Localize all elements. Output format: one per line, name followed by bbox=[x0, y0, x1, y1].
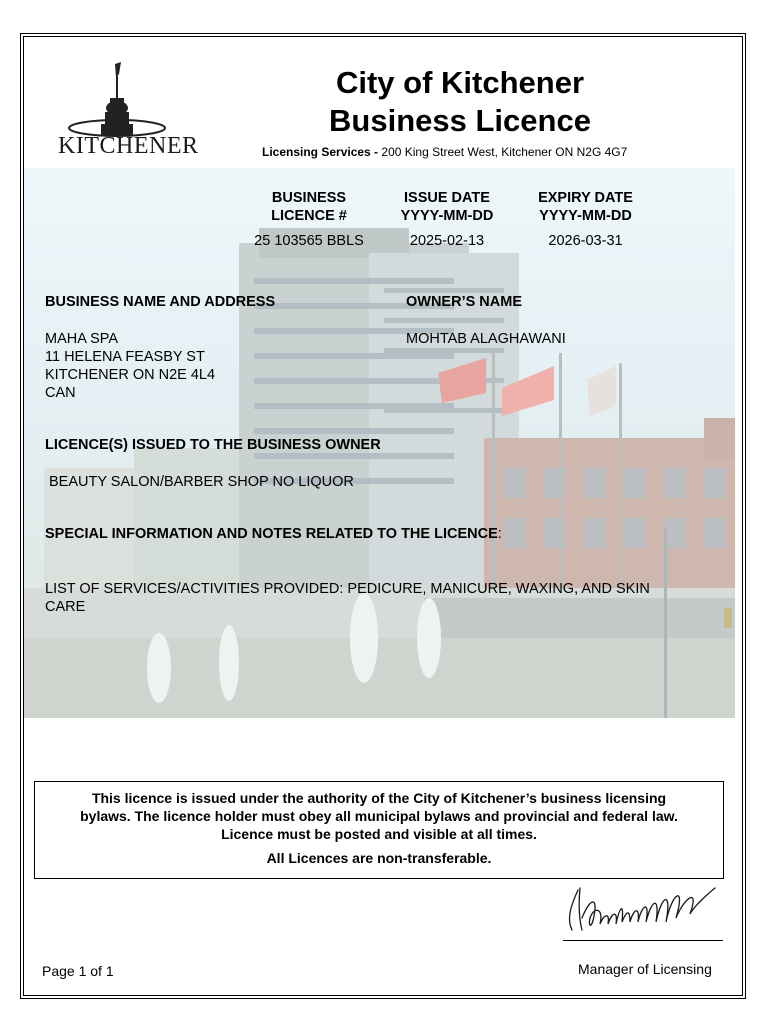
licence-number-header bbox=[250, 189, 368, 225]
special-info-line2: CARE bbox=[45, 599, 86, 615]
manager-signature bbox=[560, 878, 725, 938]
expiry-date-header-line1: EXPIRY DATE bbox=[538, 190, 633, 206]
special-info-heading bbox=[45, 526, 502, 542]
expiry-date-value: 2026-03-31 bbox=[548, 233, 623, 249]
business-country: CAN bbox=[45, 385, 76, 401]
issue-date-value: 2025-02-13 bbox=[409, 233, 485, 249]
notice-line1: This licence is issued under the authority of the City of Kitchener’s business licensing bbox=[91, 790, 667, 806]
special-info-line1: LIST OF SERVICES/ACTIVITIES PROVIDED: PEDICURE, MANICURE, WAXING, AND SKIN bbox=[45, 581, 650, 597]
manager-title: Manager of Licensing bbox=[578, 961, 712, 977]
notice-line3: Licence must be posted and visible at all times. bbox=[221, 826, 537, 842]
licence-number-header-line1: BUSINESS bbox=[271, 190, 347, 206]
business-address-line2: KITCHENER ON N2E 4L4 bbox=[45, 367, 216, 383]
licensing-services-address: 200 King Street West, Kitchener ON N2G 4G7 bbox=[378, 145, 628, 159]
licensing-services-line bbox=[262, 145, 627, 159]
licences-issued-label: LICENCE(S) ISSUED TO THE BUSINESS OWNER bbox=[45, 437, 381, 453]
licence-notice-box bbox=[34, 781, 724, 879]
special-info-text bbox=[45, 580, 650, 616]
licensing-services-label: Licensing Services - bbox=[262, 145, 379, 159]
title-city: City of Kitchener bbox=[335, 65, 585, 100]
notice-line4: All Licences are non-transferable. bbox=[266, 850, 492, 866]
business-address-line1: 11 HELENA FEASBY ST bbox=[45, 349, 205, 365]
notice-line2: bylaws. The licence holder must obey all municipal bylaws and provincial and federal law. bbox=[80, 808, 678, 824]
licence-number-header-line2: LICENCE # bbox=[271, 208, 347, 224]
licence-number-value: 25 103565 BBLS bbox=[254, 233, 364, 249]
owner-name: MOHTAB ALAGHAWANI bbox=[406, 331, 566, 347]
signature-line bbox=[563, 940, 723, 941]
business-name-label: BUSINESS NAME AND ADDRESS bbox=[45, 294, 276, 310]
issue-date-header bbox=[392, 189, 502, 225]
special-info-label: SPECIAL INFORMATION AND NOTES RELATED TO THE LICENCE bbox=[45, 526, 498, 542]
business-name: MAHA SPA bbox=[45, 331, 119, 347]
special-info-colon: : bbox=[497, 526, 502, 542]
title-licence: Business Licence bbox=[329, 103, 591, 138]
expiry-date-header-line2: YYYY-MM-DD bbox=[539, 208, 632, 224]
issue-date-header-line1: ISSUE DATE bbox=[404, 190, 490, 206]
logo-wordmark: KITCHENER bbox=[58, 133, 199, 159]
issue-date-header-line2: YYYY-MM-DD bbox=[400, 208, 494, 224]
licence-item: BEAUTY SALON/BARBER SHOP NO LIQUOR bbox=[49, 474, 354, 490]
owner-name-label: OWNER’S NAME bbox=[406, 294, 522, 310]
page-number: Page 1 of 1 bbox=[42, 963, 114, 979]
business-address-block bbox=[45, 330, 215, 402]
expiry-date-header bbox=[528, 189, 643, 225]
